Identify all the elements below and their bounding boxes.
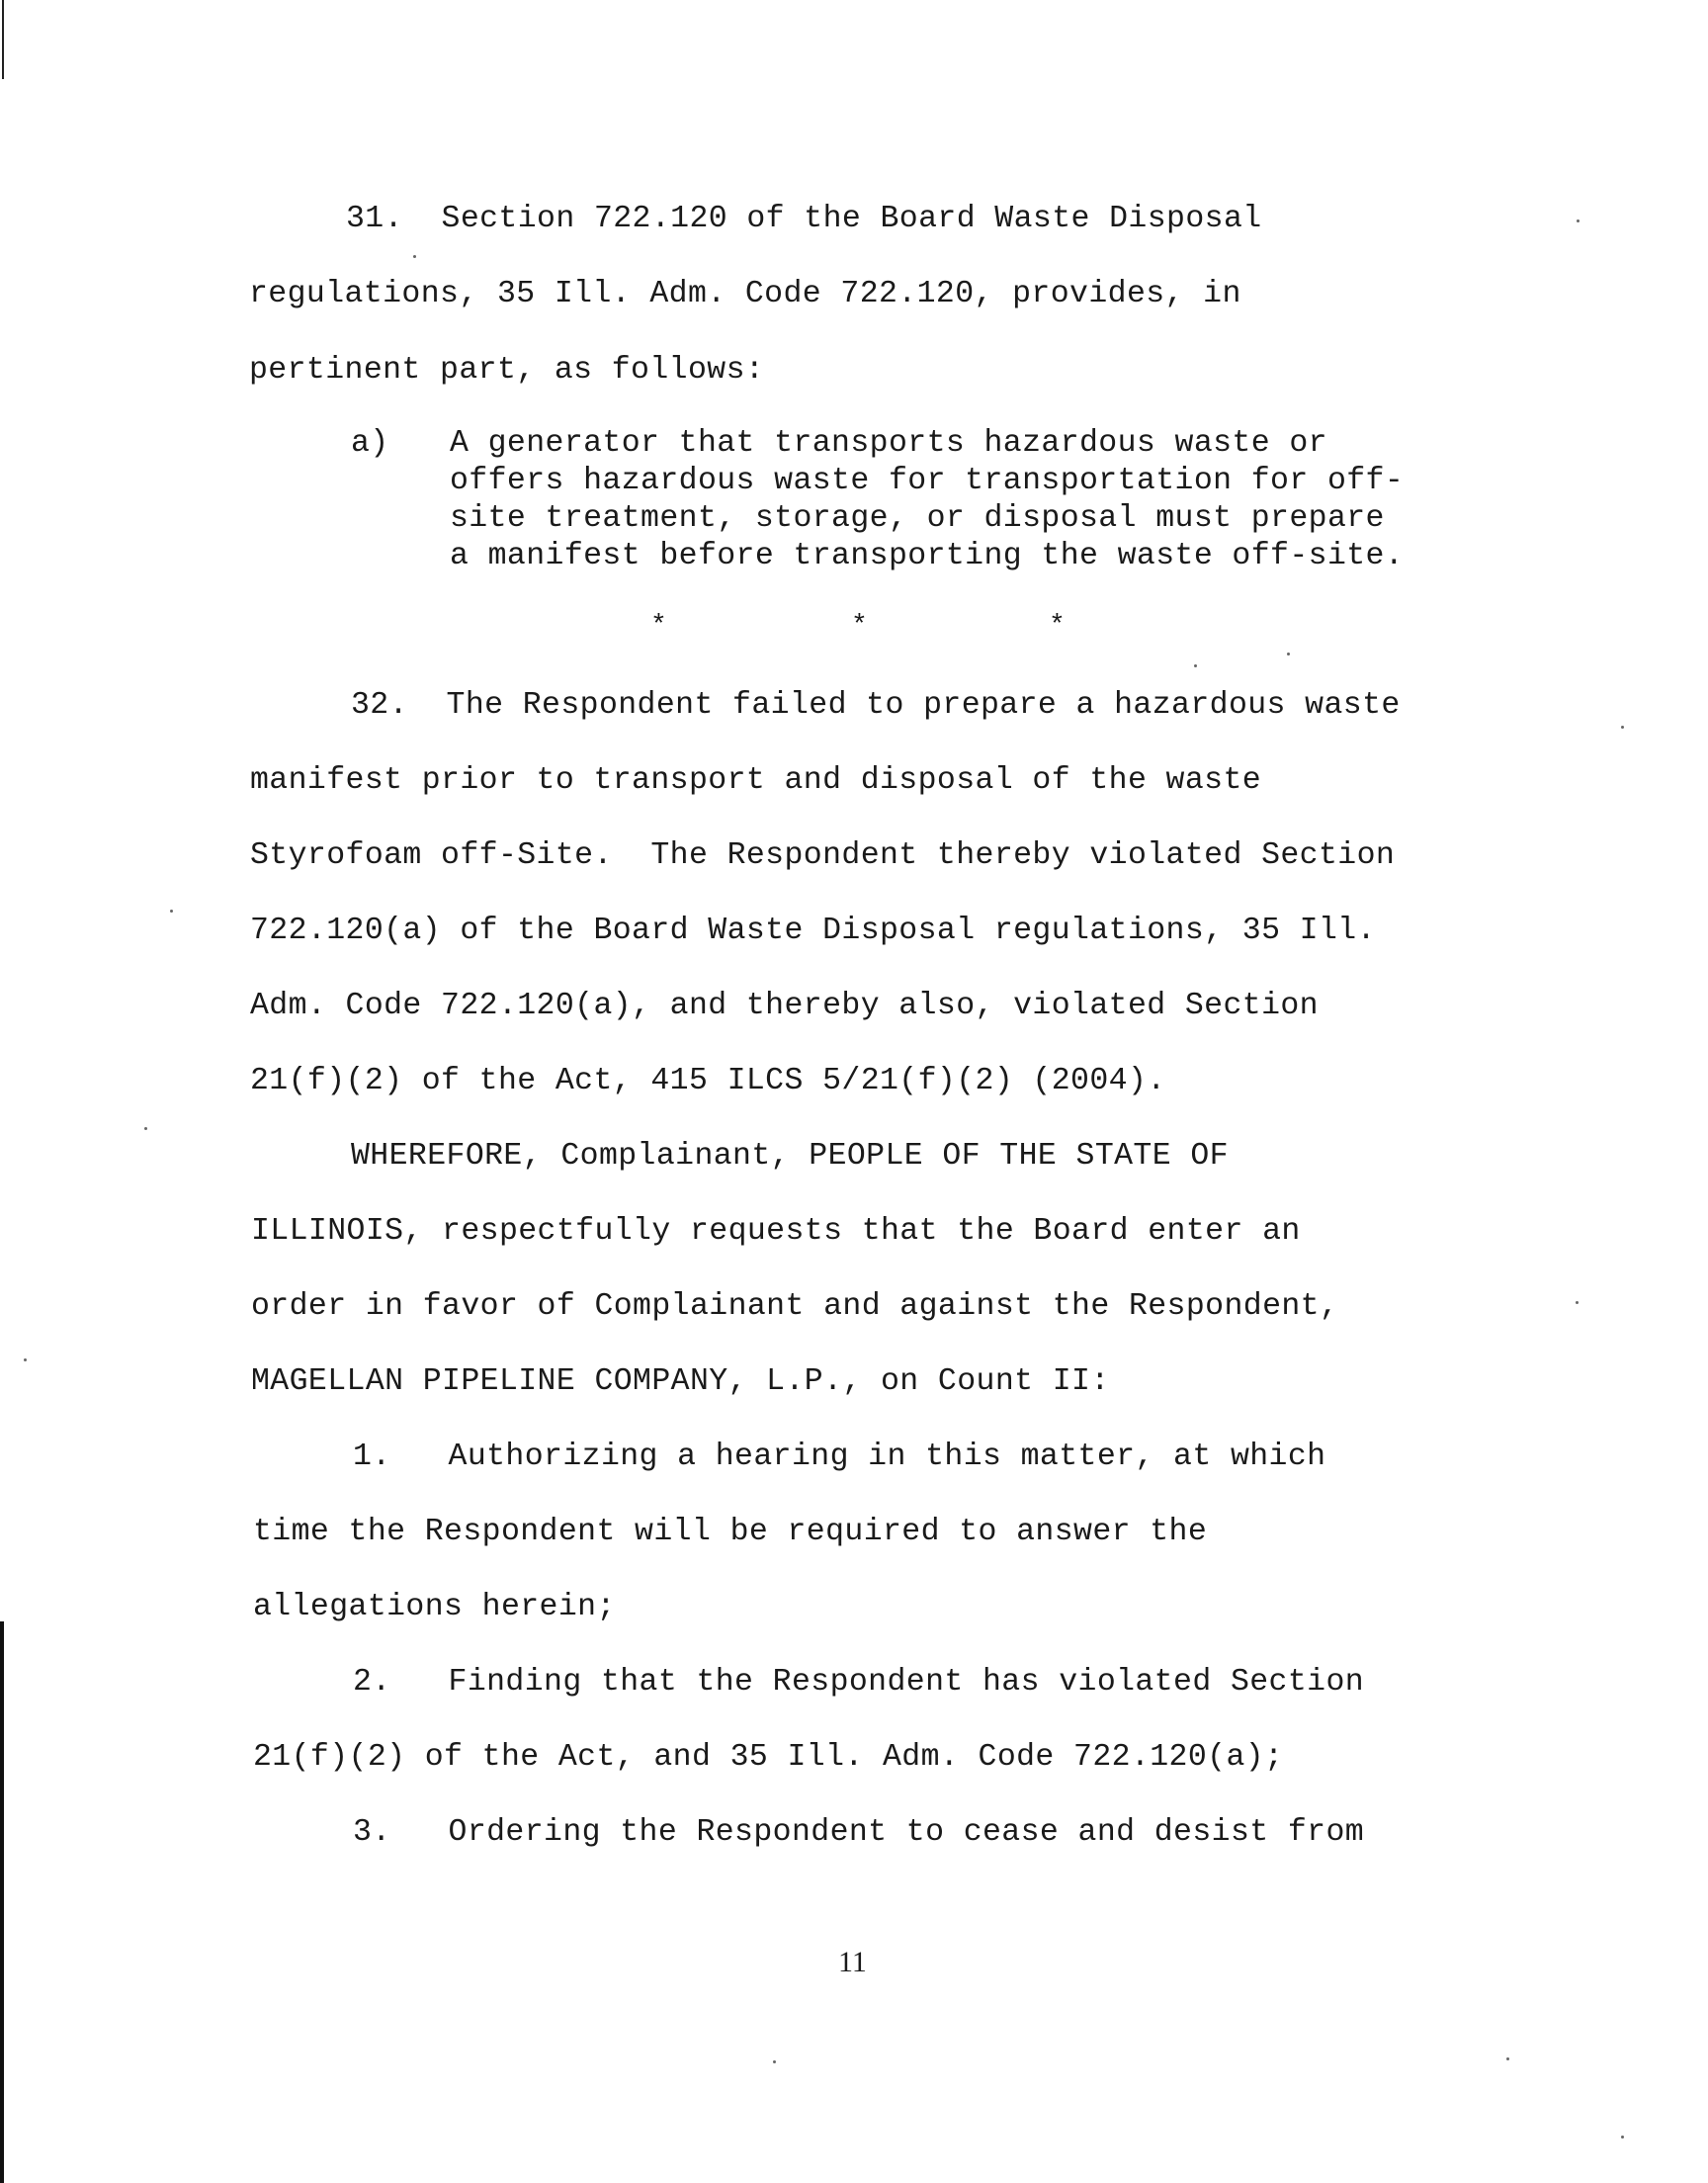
scan-speck xyxy=(413,255,416,258)
request1-line-1: 1. Authorizing a hearing in this matter, at which xyxy=(353,1440,1326,1474)
para32-line-2: manifest prior to transport and disposal of the waste xyxy=(250,763,1262,798)
para32-line-1: 32. The Respondent failed to prepare a hazardous waste xyxy=(351,688,1401,723)
wherefore-line-1: WHEREFORE, Complainant, PEOPLE OF THE STATE OF xyxy=(351,1139,1229,1174)
scan-speck xyxy=(1621,2136,1624,2139)
wherefore-line-4: MAGELLAN PIPELINE COMPANY, L.P., on Count II: xyxy=(251,1364,1110,1399)
scan-speck xyxy=(1194,664,1197,667)
scan-speck xyxy=(144,1127,147,1130)
wherefore-line-2: ILLINOIS, respectfully requests that the Board enter an xyxy=(251,1214,1301,1249)
scan-speck xyxy=(1506,2057,1509,2060)
scan-speck xyxy=(1577,219,1580,222)
request2-line-2: 21(f)(2) of the Act, and 35 Ill. Adm. Code 722.120(a); xyxy=(253,1740,1284,1775)
para32-line-5: Adm. Code 722.120(a), and thereby also, violated Section xyxy=(250,989,1319,1023)
para31-line-3: pertinent part, as follows: xyxy=(249,353,765,388)
request3-line-1: 3. Ordering the Respondent to cease and desist from xyxy=(353,1815,1365,1850)
para32-line-3: Styrofoam off-Site. The Respondent thereby violated Section xyxy=(250,838,1396,873)
quote-label: a) xyxy=(351,426,389,461)
request1-line-3: allegations herein; xyxy=(253,1590,616,1624)
quote-line-1: A generator that transports hazardous waste or xyxy=(450,426,1327,461)
request2-line-1: 2. Finding that the Respondent has violated Section xyxy=(353,1665,1365,1700)
scan-speck xyxy=(1576,1301,1579,1304)
scan-speck xyxy=(24,1358,27,1361)
scan-edge-top xyxy=(2,0,4,79)
para31-line-2: regulations, 35 Ill. Adm. Code 722.120, provides, in xyxy=(249,277,1241,311)
para32-line-6: 21(f)(2) of the Act, 415 ILCS 5/21(f)(2) (2004). xyxy=(250,1064,1166,1098)
ellipsis-star-1: * xyxy=(650,611,667,642)
para32-line-4: 722.120(a) of the Board Waste Disposal regulations, 35 Ill. xyxy=(250,914,1376,948)
scan-edge-bottom xyxy=(0,1621,4,2183)
scan-speck xyxy=(773,2060,776,2063)
scan-speck xyxy=(1621,726,1624,729)
quote-line-2: offers hazardous waste for transportation for off- xyxy=(450,464,1405,498)
quote-line-4: a manifest before transporting the waste off-site. xyxy=(450,539,1405,573)
wherefore-line-3: order in favor of Complainant and against the Respondent, xyxy=(251,1289,1339,1324)
quote-line-3: site treatment, storage, or disposal must prepare xyxy=(450,501,1385,536)
scan-speck xyxy=(1287,653,1290,655)
scan-speck xyxy=(170,910,173,913)
request1-line-2: time the Respondent will be required to answer the xyxy=(253,1515,1208,1549)
para31-line-1: 31. Section 722.120 of the Board Waste Disposal xyxy=(346,202,1262,236)
page-number: 11 xyxy=(838,1946,867,1978)
ellipsis-star-3: * xyxy=(1049,611,1066,642)
ellipsis-star-2: * xyxy=(851,611,868,642)
